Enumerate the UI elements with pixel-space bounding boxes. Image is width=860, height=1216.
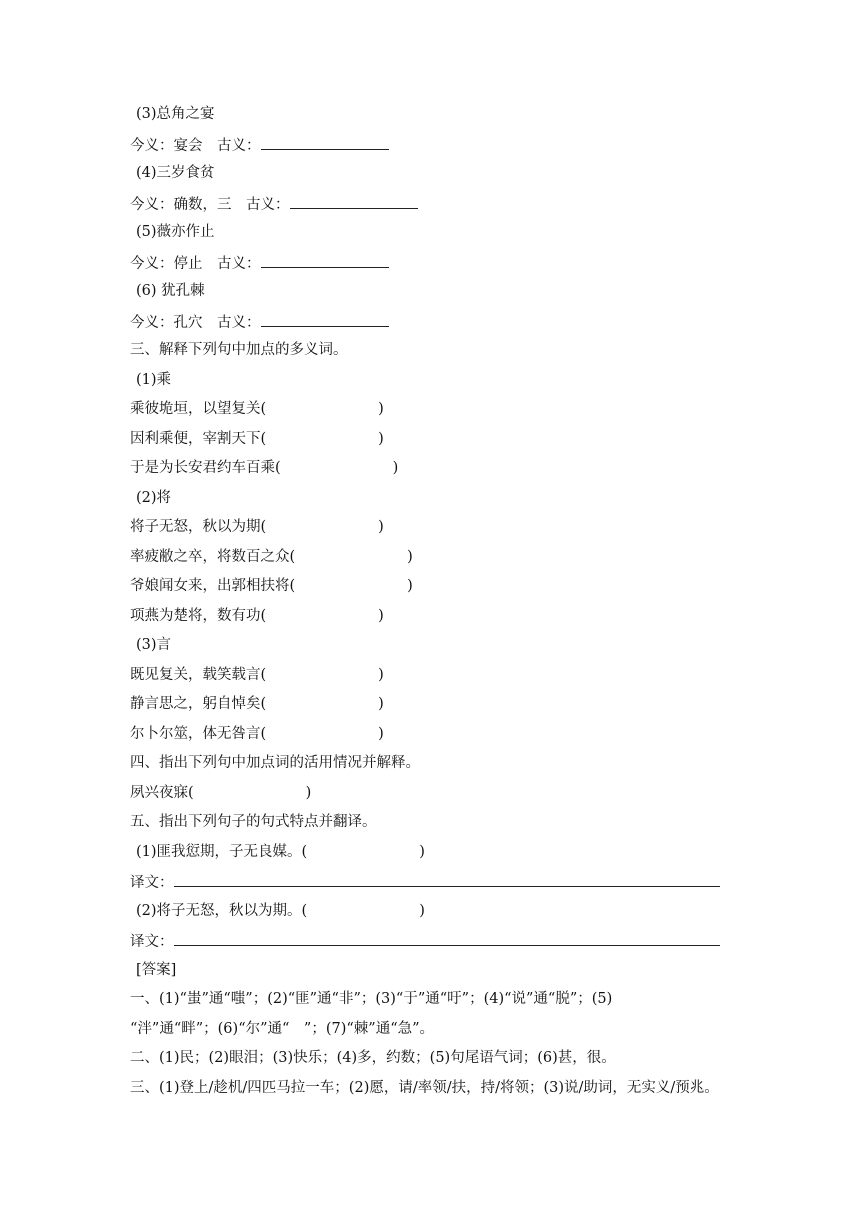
text: (3)总角之宴 [136,106,215,122]
section-4-title [130,753,420,773]
answer-line [130,1078,719,1098]
text: 今义：停止 古义： [130,256,261,272]
text: (1)匪我愆期，子无良媒。( [136,844,308,860]
text: ) [305,785,312,801]
text: ) [378,608,384,624]
sentence-line [130,724,384,744]
item-5-meaning [130,252,389,274]
text: 今义：确数，三 古义： [130,197,290,213]
text: ) [378,667,384,683]
sentence-line [130,576,413,596]
text: (2)将子无怒，秋以为期。( [136,903,308,919]
text: 译文： [130,934,174,950]
sentence-line [130,458,398,478]
text: (3)言 [136,637,172,653]
item-6-heading [136,281,205,301]
sentence-line [136,901,425,921]
text: 爷娘闻女来，出郭相扶将( [130,578,296,594]
text: (6) 犹孔棘 [136,283,205,299]
text: ) [392,460,399,476]
text: 尔卜尔筮，体无咎言( [130,726,267,742]
answer-blank[interactable] [261,311,389,327]
item-4-meaning [130,193,418,215]
text: 因利乘便，宰割天下( [130,431,267,447]
sentence-line [130,783,311,803]
item-4-heading [136,163,215,183]
translation-blank[interactable] [174,930,720,946]
sentence-line [130,429,384,449]
translation-line [130,871,720,893]
sentence-line [130,547,413,567]
text: 将子无怒，秋以为期( [130,519,267,535]
text: ) [407,549,413,565]
text: ) [419,844,425,860]
text: 今义：孔穴 古义： [130,315,261,331]
text: 夙兴夜寐( [130,785,194,801]
text: 于是为长安君约车百乘( [130,460,281,476]
text: (1)乘 [136,372,172,388]
item-6-meaning [130,311,389,333]
answer-line [130,989,612,1009]
sentence-line [136,842,425,862]
text: ) [378,401,384,417]
text: ) [419,903,425,919]
text: ) [378,519,384,535]
translation-line [130,930,720,952]
sub-heading-jiang [136,488,171,508]
sentence-line [130,665,384,685]
text: 四、指出下列句中加点词的活用情况并解释。 [130,755,420,771]
sentence-line [130,606,384,626]
answer-blank[interactable] [290,193,418,209]
text: 一、(1)“蚩”通“嗤”；(2)“匪”通“非”；(3)“于”通“吁”；(4)“说”通“脱”；(5) [130,991,613,1007]
text: 今义：宴会 古义： [130,138,261,154]
item-3-heading [136,104,215,124]
text: 译文： [130,875,174,891]
text: ) [407,578,413,594]
text: ) [378,431,384,447]
text: 既见复关，载笑载言( [130,667,267,683]
text: 率疲敝之卒，将数百之众( [130,549,296,565]
sentence-line [130,517,384,537]
text: 三、(1)登上/趁机/四匹马拉一车；(2)愿，请/率领/扶，持/将领；(3)说/助词，无实义/预兆。 [130,1080,719,1096]
sub-heading-cheng [136,370,171,390]
answer-blank[interactable] [261,134,389,150]
sentence-line [130,694,384,714]
text: (5)薇亦作止 [136,224,215,240]
text: [答案] [136,962,177,978]
text: (4)三岁食贫 [136,165,215,181]
translation-blank[interactable] [174,871,720,887]
text: “泮”通“畔”；(6)“尔”通“ ”；(7)“棘”通“急”。 [130,1021,435,1037]
text: 二、(1)民；(2)眼泪；(3)快乐；(4)多，约数；(5)句尾语气词；(6)甚，很。 [130,1050,616,1066]
item-5-heading [136,222,215,242]
text: 三、解释下列句中加点的多义词。 [130,342,348,358]
text: 项燕为楚将，数有功( [130,608,267,624]
sub-heading-yan [136,635,171,655]
text: 乘彼垝垣，以望复关( [130,401,267,417]
section-3-title [130,340,348,360]
answer-line [130,1019,434,1039]
item-3-meaning [130,134,389,156]
answer-heading [136,960,176,980]
text: 五、指出下列句子的句式特点并翻译。 [130,814,377,830]
text: ) [378,696,384,712]
section-5-title [130,812,377,832]
text: ) [378,726,384,742]
text: 静言思之，躬自悼矣( [130,696,267,712]
answer-line [130,1048,616,1068]
text: (2)将 [136,490,172,506]
sentence-line [130,399,384,419]
answer-blank[interactable] [261,252,389,268]
